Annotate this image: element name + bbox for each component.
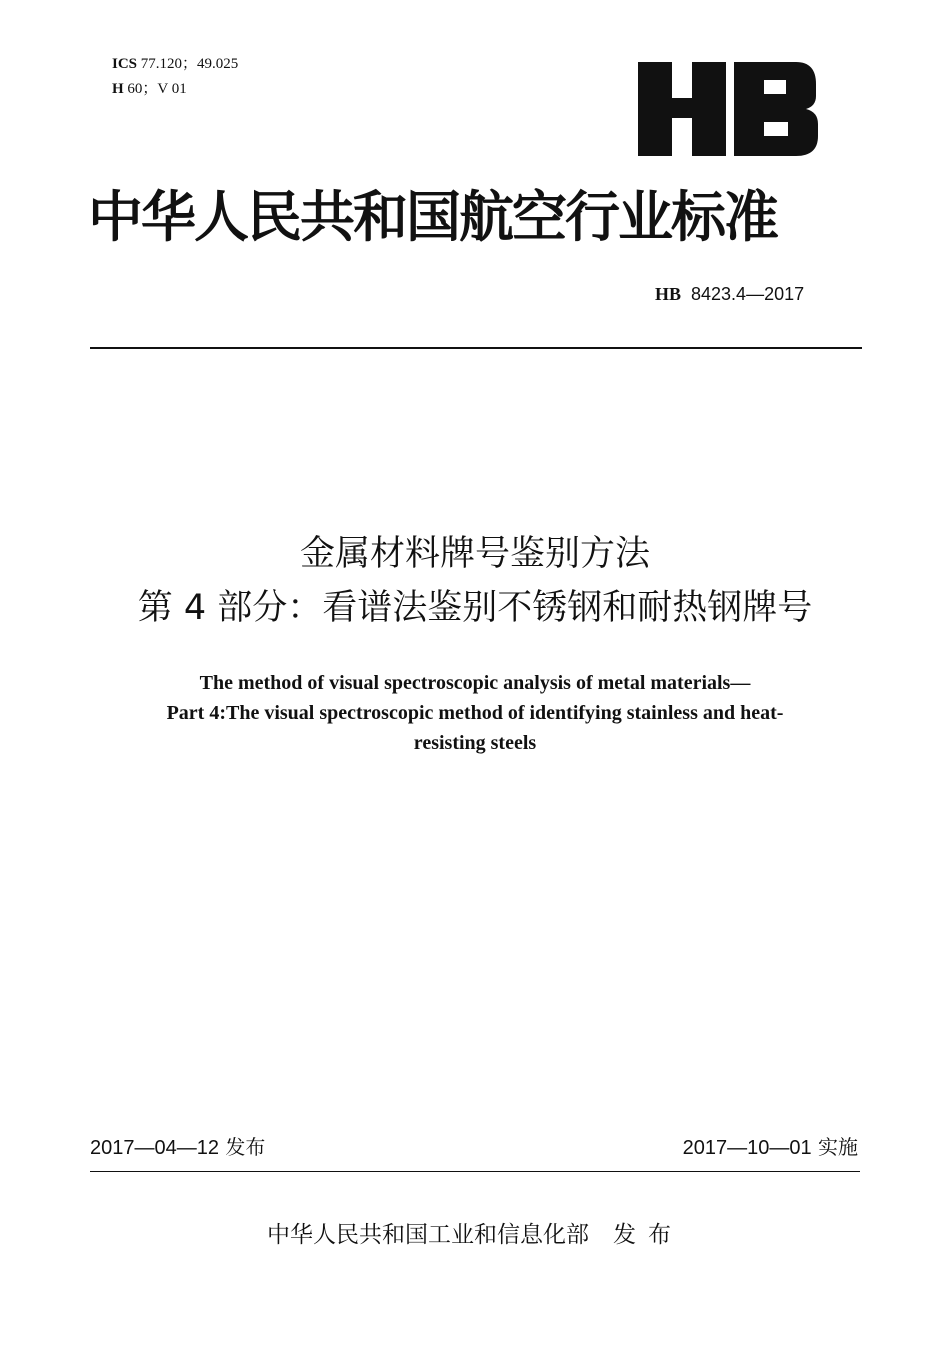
cn-title-line2: 第 4 部分：看谱法鉴别不锈钢和耐热钢牌号 bbox=[137, 588, 813, 628]
cn-title-line1: 金属材料牌号鉴别方法 bbox=[299, 534, 650, 574]
issue-date-value: 2017—04—12 bbox=[90, 1137, 219, 1159]
ccs-code: 60；V 01 bbox=[127, 81, 187, 97]
issue-label: 发布 bbox=[225, 1135, 266, 1159]
top-divider bbox=[90, 347, 862, 349]
en-title bbox=[0, 668, 950, 758]
ccs-code-line bbox=[112, 77, 238, 102]
classification-codes bbox=[112, 52, 238, 102]
en-title-line2: Part 4:The visual spectroscopic method of identifying stainless and heat- bbox=[166, 702, 784, 724]
ics-label: ICS bbox=[112, 56, 138, 72]
ics-code: 77.120；49.025 bbox=[140, 56, 239, 72]
standard-prefix: HB bbox=[655, 284, 682, 304]
effective-date-value: 2017—10—01 bbox=[682, 1137, 812, 1159]
effective-label: 实施 bbox=[818, 1135, 858, 1159]
organization-title: 中华人民共和国航空行业标准 bbox=[88, 185, 778, 249]
en-title-line1: The method of visual spectroscopic analysis of metal materials— bbox=[199, 672, 751, 694]
en-title-line3: resisting steels bbox=[413, 732, 537, 754]
issuer-name: 中华人民共和国工业和信息化部 bbox=[267, 1222, 589, 1248]
standard-code: 8423.4—2017 bbox=[691, 284, 805, 304]
issuer bbox=[0, 1216, 950, 1249]
issue-date bbox=[90, 1131, 265, 1160]
hb-logo bbox=[638, 62, 818, 156]
issuer-action: 发布 bbox=[613, 1222, 683, 1248]
effective-date bbox=[683, 1131, 858, 1160]
ics-code-line bbox=[112, 52, 238, 77]
ccs-label: H bbox=[112, 81, 124, 97]
bottom-divider bbox=[90, 1171, 860, 1172]
standard-number bbox=[655, 284, 804, 305]
